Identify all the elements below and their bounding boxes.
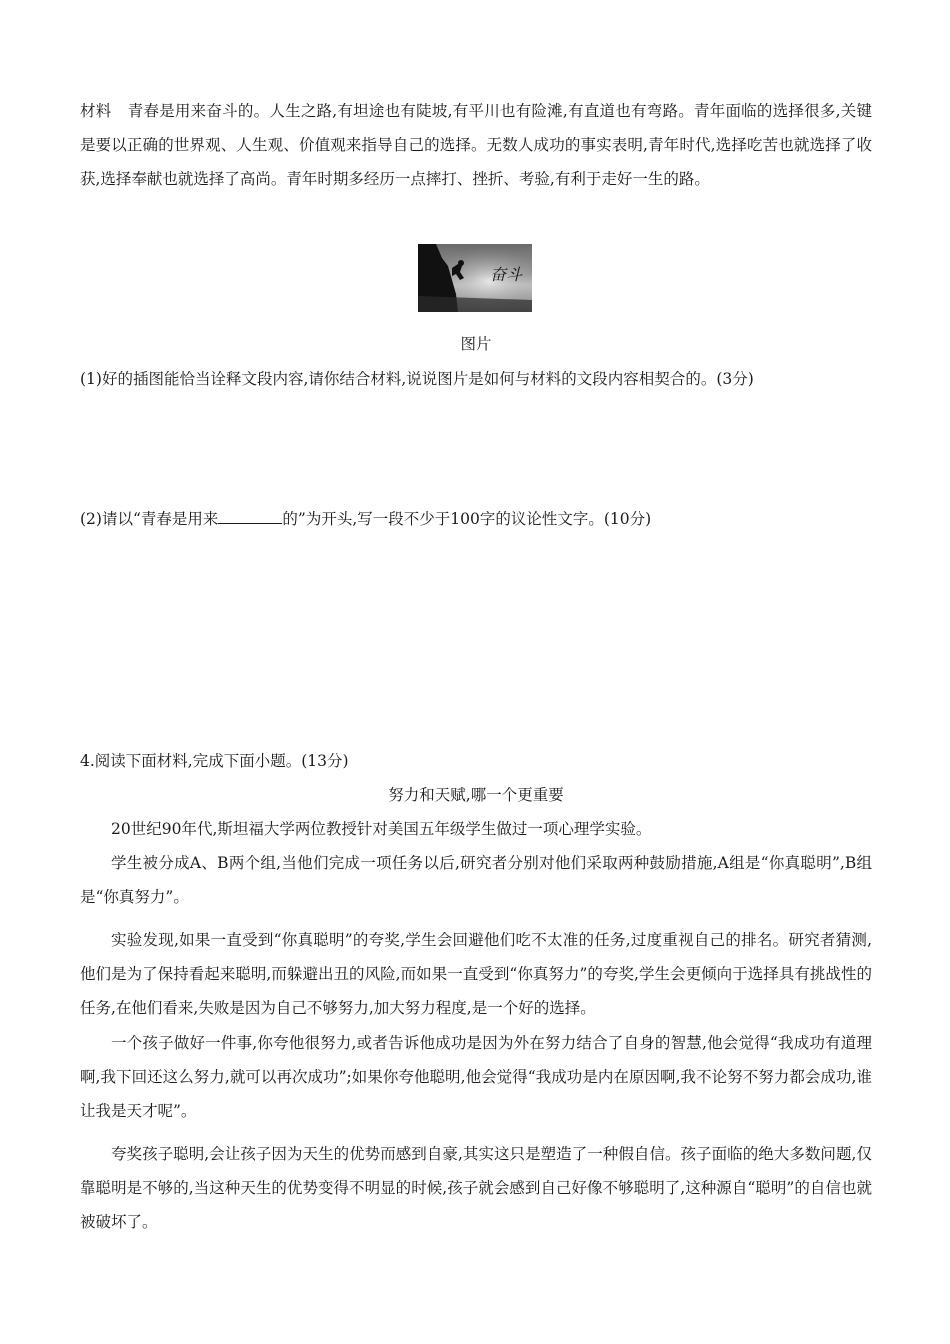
struggle-climber-image (418, 244, 532, 312)
figure-caption: 图片 (460, 335, 492, 353)
material-label: 材料 (80, 102, 112, 120)
answer-blank[interactable] (218, 509, 282, 524)
article-paragraph-2: 学生被分成A、B两个组,当他们完成一项任务以后,研究者分别对他们采取两种鼓励措施,A组是“你真聪明”,B组是“你真努力”。 (80, 854, 872, 906)
question-1: (1)好的插图能恰当诠释文段内容,请你结合材料,说说图片是如何与材料的文段内容相契合的。(3分) (80, 370, 754, 388)
figure-image (418, 244, 532, 312)
article-paragraph-1: 20世纪90年代,斯坦福大学两位教授针对美国五年级学生做过一项心理学实验。 (111, 820, 652, 838)
question-2-prefix: (2)请以“青春是用来 (80, 510, 219, 528)
article-title: 努力和天赋,哪一个更重要 (388, 786, 564, 804)
material-text: 青春是用来奋斗的。人生之路,有坦途也有陡坡,有平川也有险滩,有直道也有弯路。青年面临的选择很多,关键是要以正确的世界观、人生观、价值观来指导自己的选择。无数人成功的事实表明,青年时代,选择吃苦也就选择了收获,选择奉献也就选择了高尚。青年时期多经历一点摔打、挫折、考验,有利于走好一生的路。 (80, 102, 872, 188)
figure-calligraphy: 奋斗 (490, 265, 523, 284)
material-paragraph (80, 94, 872, 196)
article-paragraph-5: 夸奖孩子聪明,会让孩子因为天生的优势而感到自豪,其实这只是塑造了一种假自信。孩子面临的绝大多数问题,仅靠聪明是不够的,当这种天生的优势变得不明显的时候,孩子就会感到自己好像不够聪明了,这种源自“聪明”的自信也就被破坏了。 (80, 1145, 872, 1231)
question-2-suffix: 的”为开头,写一段不少于100字的议论性文字。(10分) (282, 510, 652, 528)
question-2 (80, 502, 872, 536)
section-4-heading: 4.阅读下面材料,完成下面小题。(13分) (80, 752, 349, 770)
article-paragraph-4: 一个孩子做好一件事,你夸他很努力,或者告诉他成功是因为外在努力结合了自身的智慧,他会觉得“我成功有道理啊,我下回还这么努力,就可以再次成功”;如果你夸他聪明,他会觉得“我成功是内在原因啊,我不论努不努力都会成功,谁让我是天才呢”。 (80, 1034, 872, 1120)
article-paragraph-3: 实验发现,如果一直受到“你真聪明”的夸奖,学生会回避他们吃不太准的任务,过度重视自己的排名。研究者猜测,他们是为了保持看起来聪明,而躲避出丑的风险,而如果一直受到“你真努力”的夸奖,学生会更倾向于选择具有挑战性的任务,在他们看来,失败是因为自己不够努力,加大努力程度,是一个好的选择。 (80, 931, 872, 1017)
